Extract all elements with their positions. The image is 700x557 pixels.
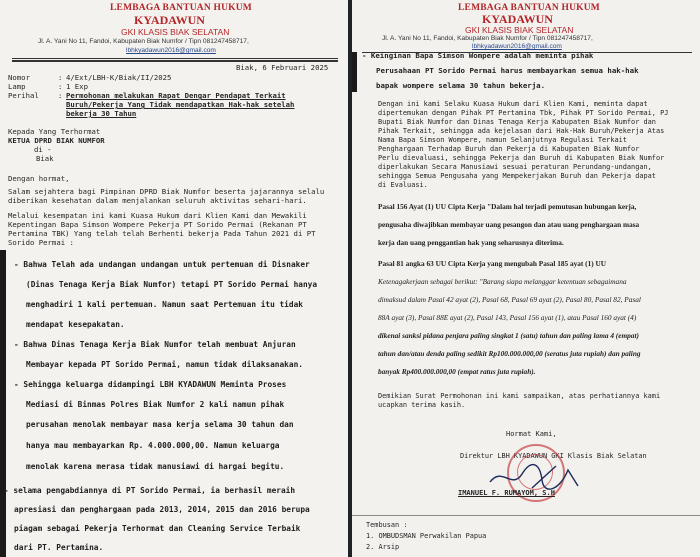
para-line: di Evaluasi. [378, 181, 428, 189]
meta-label: Lamp [8, 82, 26, 91]
letterhead-address: Jl. A. Yani No 11, Fandoi, Kabupaten Biak Numfor / Tipn 081247458717, [382, 35, 593, 42]
letterhead-email: lbhkyadawun2016@gmail.com [126, 47, 216, 54]
para-line: diberikan kesehatan dalam menjalankan seluruh aktivitas sehari-hari. [8, 196, 307, 205]
cc-item: 2. Arsip [366, 543, 400, 551]
para-line: Dengan ini kami Selaku Kuasa Hukum dari Klien Kami, meminta dapat [378, 100, 648, 108]
letterhead-org: LEMBAGA BANTUAN HUKUM [110, 3, 252, 13]
bullet-line: dari PT. Pertamina. [14, 543, 104, 552]
recipient-title: KETUA DPRD BIAK NUMFOR [8, 136, 105, 145]
margin-bar [352, 52, 357, 92]
letterhead-address: Jl. A. Yani No 11, Fandoi, Kabupaten Biak Numfor / Tipn 081247458717, [38, 38, 249, 45]
bullet-line: Mediasi di Binmas Polres Biak Numfor 2 kali namun pihak [26, 400, 285, 409]
salutation: Hormat Kami, [506, 430, 557, 438]
place-date: Biak, 6 Februari 2025 [236, 63, 329, 72]
legal-line: tahun dan/atau denda paling sedikit Rp100.000.000,00 (seratus juta rupiah) dan paling [378, 349, 641, 358]
bullet-line: menolak karena merasa tidak manusiawi di hargai begitu. [26, 462, 285, 471]
bullet-line: - Sehingga keluarga didampingi LBH KYADAWUN Meminta Proses [14, 380, 287, 389]
legal-line: Pasal 156 Ayat (1) UU Cipta Kerja "Dalam hal terjadi pemutusan hubungan kerja, [378, 202, 637, 211]
recipient-line: Kepada Yang Terhormat [8, 127, 101, 136]
para-line: Pertamina TBK) Yang telah telah Berhenti bekerja Pada Tahun 2021 di PT [8, 229, 316, 238]
bullet-line: mendapat kesepakatan. [26, 320, 125, 329]
para-line: dipertemukan dengan Pihak PT Pertamina Tbk, Pihak PT Sorido Permai, PJ [378, 109, 669, 117]
bullet-line: bapak wompere selama 30 tahun bekerja. [376, 81, 546, 90]
meta-sep: : [58, 91, 63, 100]
legal-line: dikenai sanksi pidana penjara paling singkat 1 (satu) tahun dan paling lama 4 (empat) [378, 331, 639, 340]
para-line: Sorido Permai : [8, 238, 74, 247]
bullet-line: apresiasi dan penghargaan pada 2013, 2014, 2015 dan 2016 berupa [14, 505, 310, 514]
perihal-cont: bekerja 30 Tahun [66, 109, 137, 118]
cc-item: 1. OMBUDSMAN Perwakilan Papua [366, 532, 487, 540]
letterhead-name: KYADAWUN [482, 12, 553, 26]
meta-sep: : [58, 82, 63, 91]
meta-value: 1 Exp [66, 82, 88, 91]
recipient-line: Biak [36, 154, 54, 163]
bullet-line: - Bahwa Dinas Tenaga Kerja Biak Numfor telah membuat Anjuran [14, 340, 296, 349]
para-line: Melalui kesempatan ini kami Kuasa Hukum dari Klien Kami dan Mewakili [8, 211, 307, 220]
cc-title: Tembusan : [366, 521, 408, 529]
bullet-line: - selama pengabdiannya di PT Sorido Permai, ia berhasil meraih [4, 486, 296, 495]
legal-line: 88A ayat (3), Pasal 88E ayat (2), Pasal 143, Pasal 156 ayat (1), atau Pasal 160 ayat (4) [378, 313, 637, 322]
legal-line: dimaksud dalam Pasal 42 ayat (2), Pasal 68, Pasal 69 ayat (2), Pasal 80, Pasal 82, Pasal [378, 295, 641, 304]
bullet-line: - Keinginan Bapa Simson Wompere adalah meminta pihak [362, 51, 594, 60]
divider [352, 515, 700, 516]
para-line: sehingga Semua Pengusaha yang Mempekerjakan Buruh dan Pekerja dapat [378, 172, 656, 180]
margin-bar [0, 250, 6, 482]
perihal-value: Permohonan melakukan Rapat Dengar Pendapat Terkait [66, 91, 286, 100]
recipient-line: di - [34, 145, 52, 154]
para-line: Perlu dievaluasi, sehingga Pekerja dan Buruh di Kabupaten Biak Numfor [378, 154, 665, 162]
letterhead-org: LEMBAGA BANTUAN HUKUM [458, 3, 600, 13]
para-line: ucapkan terima kasih. [378, 401, 466, 409]
para-line: Penghargaan Terhadap Buruh dan Pekerja di Kabupaten Biak Numfor [378, 145, 640, 153]
letterhead-name: KYADAWUN [134, 13, 205, 27]
letterhead-sub: GKI KLASIS BIAK SELATAN [465, 25, 574, 35]
legal-line: banyak Rp400.000.000,00 (empat ratus juta rupiah). [378, 367, 536, 376]
meta-sep: : [58, 73, 63, 82]
greeting: Dengan hormat, [8, 174, 70, 183]
para-line: Nama Bapa Simson Wompere, namun Selanjutnya Regulasi Terkait [378, 136, 627, 144]
bullet-line: - Bahwa Telah ada undangan undangan untuk pertemuan di Disnaker [14, 260, 310, 269]
bullet-line: perusahan menolak membayar masa kerja selama 30 tahun dan [26, 420, 294, 429]
legal-line: pengusaha diwajibkan membayar uang pesangon dan atau uang penghargaan masa [378, 220, 640, 229]
letter-page-2 [352, 0, 700, 557]
legal-line: kerja dan uang penggantian hak yang seharusnya diterima. [378, 238, 564, 247]
letter-page-1 [0, 0, 348, 557]
bullet-line: hanya mau membayarkan Rp. 4.000.000,00. Namun keluarga [26, 441, 280, 450]
letterhead-email: lbhkyadawun2016@gmail.com [472, 43, 562, 50]
legal-line: Pasal 81 angka 63 UU Cipta Kerja yang mengubah Pasal 185 ayat (1) UU [378, 259, 607, 268]
letterhead-rule [12, 58, 338, 59]
para-line: diperlakukan Secara Manusiawi sesuai peraturan Perundang-undangan, [378, 163, 652, 171]
meta-label: Perihal [8, 91, 39, 100]
perihal-cont: Buruh/Pekerja Yang Tidak mendapatkan Hak-hak setelah [66, 100, 295, 109]
bullet-line: (Dinas Tenaga Kerja Biak Numfor) tetapi PT Sorido Permai hanya [26, 280, 318, 289]
para-line: Bupati Biak Numfor dan Dinas Tenaga Kerja Kabupaten Biak Numfor dan [378, 118, 656, 126]
legal-line: Ketenagakerjaan sebagai berikut: "Barang siapa melanggar ketentuan sebagaimana [378, 277, 627, 286]
meta-label: Nomor [8, 73, 30, 82]
para-line: Pihak Terkait, sehingga ada kejelasan dari Hak-Hak Buruh/Pekerja Atas [378, 127, 665, 135]
letterhead-rule-thick [12, 60, 338, 62]
bullet-line: Membayar kepada PT Sorido Permai, namun tidak dilaksanakan. [26, 360, 303, 369]
bullet-line: menghadiri 1 kali pertemuan. Namun saat Pertemuan itu tidak [26, 300, 303, 309]
meta-value: 4/Ext/LBH-K/Biak/II/2025 [66, 73, 172, 82]
bullet-line: Perusahaan PT Sorido Permai harus membayarkan semua hak-hak [376, 66, 639, 75]
letterhead-sub: GKI KLASIS BIAK SELATAN [121, 27, 230, 37]
signer-title: Direktur LBH KYADAWUN GKI Klasis Biak Selatan [460, 452, 647, 460]
para-line: Demikian Surat Permohonan ini kami sampaikan, atas perhatiannya kami [378, 392, 661, 400]
bullet-line: piagam sebagai Pekerja Terhormat dan Cleaning Service Terbaik [14, 524, 301, 533]
para-line: Kepentingan Bapa Simson Wompere Pekerja PT Sorido Permai (Rekanan PT [8, 220, 307, 229]
para-line: Salam sejahtera bagi Pimpinan DPRD Biak Numfor beserta jajarannya selalu [8, 187, 325, 196]
signer-name: IMANUEL F. RUMAYOM, S.H [458, 489, 555, 497]
